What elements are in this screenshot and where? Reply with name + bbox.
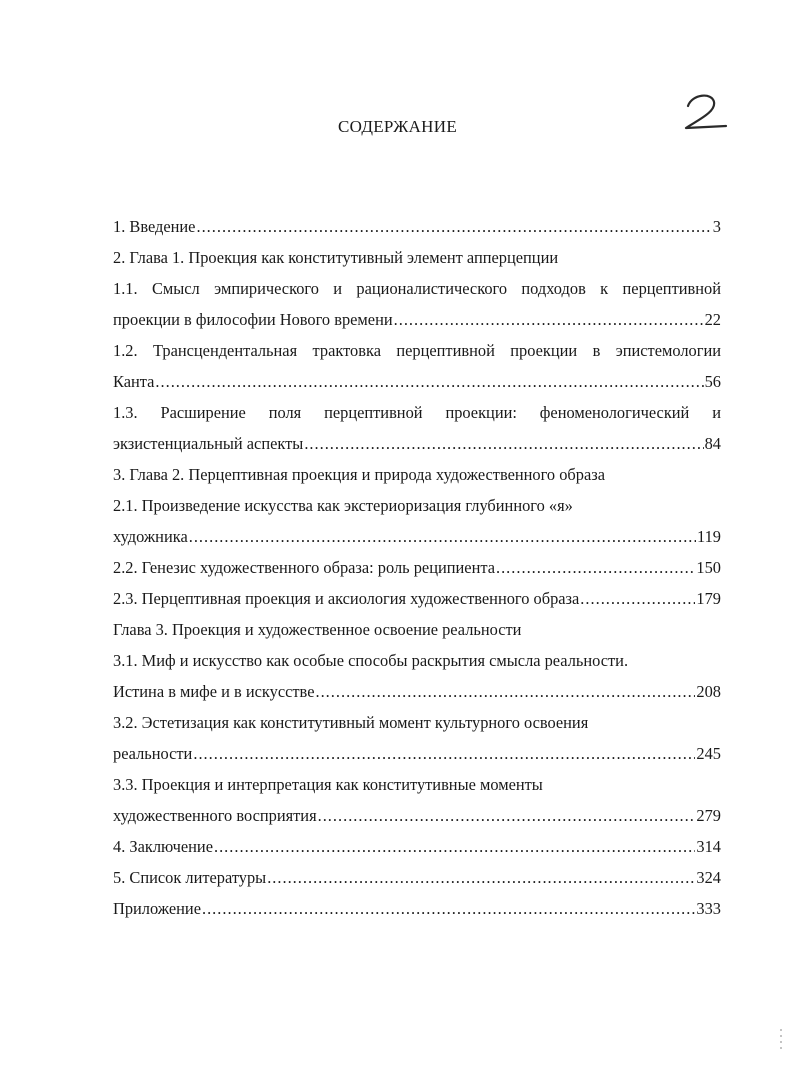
toc-entry-section-1-2-cont[interactable]: Канта ..... 56 — [113, 366, 721, 397]
toc-entry-section-1-1-cont[interactable]: проекции в философии Нового времени ..... 22 — [113, 304, 721, 335]
page-title: СОДЕРЖАНИЕ — [337, 117, 458, 136]
toc-entry-conclusion[interactable]: 4. Заключение ..... 314 — [113, 831, 721, 862]
toc-entry-section-3-2[interactable]: 3.2. Эстетизация как конститутивный момент культурного освоения — [113, 713, 589, 732]
toc-entry-section-3-2-cont[interactable]: реальности ..... 245 — [113, 738, 721, 769]
toc-entry-section-2-1[interactable]: 2.1. Произведение искусства как экстериоризация глубинного «я» — [113, 496, 573, 515]
toc-entry-section-2-2[interactable]: 2.2. Генезис художественного образа: роль реципиента ..... 150 — [113, 552, 721, 583]
toc-entry-section-3-1[interactable]: 3.1. Миф и искусство как особые способы раскрытия смысла реальности. — [113, 651, 629, 670]
toc-entry-section-1-3-cont[interactable]: экзистенциальный аспекты ..... 84 — [113, 428, 721, 459]
toc-entry-chapter-1[interactable]: 2. Глава 1. Проекция как конститутивный элемент апперцепции — [113, 248, 559, 267]
toc-entry-section-3-1-cont[interactable]: Истина в мифе и в искусстве ..... 208 — [113, 676, 721, 707]
toc-entry-chapter-3[interactable]: Глава 3. Проекция и художественное освоение реальности — [113, 620, 522, 639]
toc-entry-appendix[interactable]: Приложение ..... 333 — [113, 893, 721, 924]
toc-entry-chapter-2[interactable]: 3. Глава 2. Перцептивная проекция и природа художественного образа — [113, 465, 605, 484]
toc-entry-section-3-3[interactable]: 3.3. Проекция и интерпретация как конститутивные моменты — [113, 775, 543, 794]
toc-entry-section-1-1[interactable]: 1.1. Смысл эмпирического и рационалистического подходов к перцептивной — [113, 279, 721, 298]
toc-entry-bibliography[interactable]: 5. Список литературы ..... 324 — [113, 862, 721, 893]
table-of-contents — [113, 211, 721, 924]
toc-entry-section-1-2[interactable]: 1.2. Трансцендентальная трактовка перцептивной проекции в эпистемологии — [113, 341, 721, 360]
toc-entry-introduction[interactable]: 1. Введение ..... 3 — [113, 211, 721, 242]
toc-entry-section-1-3[interactable]: 1.3. Расширение поля перцептивной проекции: феноменологический и — [113, 403, 721, 422]
toc-entry-section-3-3-cont[interactable]: художественного восприятия ..... 279 — [113, 800, 721, 831]
toc-entry-section-2-1-cont[interactable]: художника ..... 119 — [113, 521, 721, 552]
toc-entry-section-2-3[interactable]: 2.3. Перцептивная проекция и аксиология художественного образа ..... 179 — [113, 583, 721, 614]
scan-mark-decoration — [779, 1029, 783, 1049]
